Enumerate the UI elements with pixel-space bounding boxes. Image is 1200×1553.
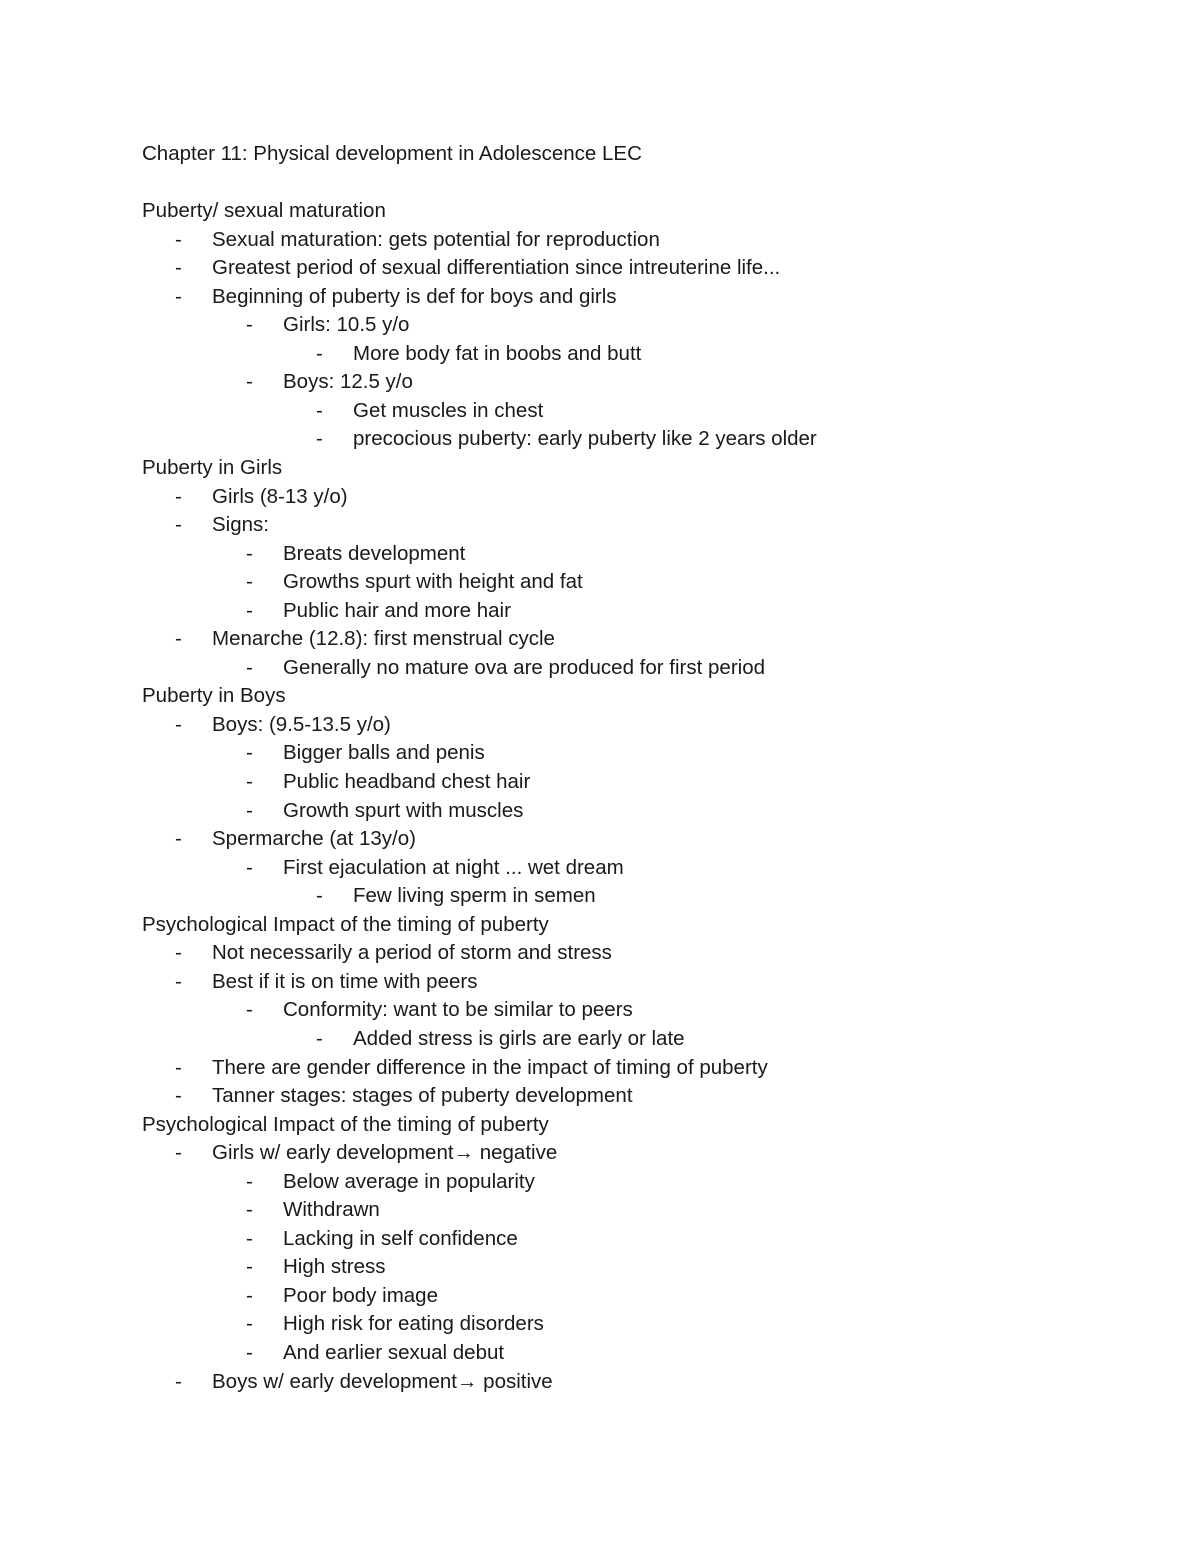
bullet-dash: - <box>175 256 182 280</box>
list-item <box>175 283 617 311</box>
list-item-text: Boys w/ early development→ positive <box>212 1369 553 1393</box>
list-item <box>316 397 544 425</box>
bullet-dash: - <box>175 1084 182 1108</box>
list-item-text: Below average in popularity <box>283 1169 535 1193</box>
list-item-text: Growth spurt with muscles <box>283 798 524 822</box>
list-item-text: Not necessarily a period of storm and stress <box>212 941 612 965</box>
list-item-text: Breats development <box>283 541 466 565</box>
bullet-dash: - <box>246 1169 253 1193</box>
list-item <box>316 882 596 910</box>
list-item-text: Public headband chest hair <box>283 770 531 793</box>
list-item <box>246 311 410 339</box>
bullet-dash: - <box>246 855 253 879</box>
list-item <box>246 1339 505 1367</box>
section-heading <box>142 1111 549 1139</box>
list-item <box>175 825 416 853</box>
list-item-text: There are gender difference in the impact of timing of puberty <box>212 1055 768 1079</box>
list-item-text: Boys: (9.5-13.5 y/o) <box>212 712 391 736</box>
list-item-text: Best if it is on time with peers <box>212 969 478 993</box>
bullet-dash: - <box>246 370 253 394</box>
list-item <box>246 768 531 796</box>
section-heading-text: Psychological Impact of the timing of puberty <box>142 1112 549 1136</box>
list-item <box>316 340 642 368</box>
section-heading-text: Puberty/ sexual maturation <box>142 199 386 222</box>
list-item <box>175 483 348 511</box>
list-item <box>175 1054 768 1082</box>
list-item <box>246 854 624 882</box>
list-item <box>246 739 485 767</box>
bullet-dash: - <box>175 227 182 251</box>
bullet-dash: - <box>175 941 182 965</box>
bullet-dash: - <box>246 1226 253 1250</box>
bullet-dash: - <box>175 627 182 651</box>
list-item-text: Withdrawn <box>283 1198 380 1222</box>
list-item-text: Growths spurt with height and fat <box>283 570 583 594</box>
bullet-dash: - <box>246 1255 253 1279</box>
list-item-text: Get muscles in chest <box>353 398 544 422</box>
bullet-dash: - <box>246 598 253 622</box>
list-item-text: Girls: 10.5 y/o <box>283 313 410 337</box>
bullet-dash: - <box>246 741 253 765</box>
section-heading <box>142 197 386 225</box>
list-item-text: Lacking in self confidence <box>283 1226 518 1250</box>
list-item-text: First ejaculation at night ... wet dream <box>283 855 624 879</box>
list-item <box>175 511 269 539</box>
bullet-dash: - <box>246 570 253 594</box>
list-item-text: Sexual maturation: gets potential for reproduction <box>212 227 660 251</box>
list-item <box>246 1310 544 1338</box>
bullet-dash: - <box>316 427 323 451</box>
bullet-dash: - <box>175 1141 182 1165</box>
list-item <box>246 1225 518 1253</box>
bullet-dash: - <box>175 969 182 993</box>
page-title: Chapter 11: Physical development in Adolescence LEC <box>142 142 642 165</box>
list-item <box>246 797 524 825</box>
list-item-text: Greatest period of sexual differentiation since intreuterine life... <box>212 256 781 280</box>
list-item <box>175 1368 553 1396</box>
list-item <box>246 568 583 596</box>
list-item <box>175 226 660 254</box>
bullet-dash: - <box>175 484 182 508</box>
bullet-dash: - <box>175 827 182 851</box>
bullet-dash: - <box>246 313 253 337</box>
bullet-dash: - <box>316 398 323 422</box>
bullet-dash: - <box>246 1283 253 1307</box>
bullet-dash: - <box>316 1026 323 1050</box>
section-heading <box>142 911 549 939</box>
list-item-text: More body fat in boobs and butt <box>353 341 642 365</box>
bullet-dash: - <box>175 284 182 308</box>
bullet-dash: - <box>175 1369 182 1393</box>
list-item-text: High stress <box>283 1255 386 1279</box>
list-item-text: Signs: <box>212 513 269 537</box>
bullet-dash: - <box>246 1312 253 1336</box>
section-heading-text: Puberty in Girls <box>142 455 283 479</box>
list-item <box>246 1168 535 1196</box>
bullet-dash: - <box>175 1055 182 1079</box>
list-item <box>246 996 633 1024</box>
list-item <box>246 597 511 625</box>
list-item-text: Poor body image <box>283 1283 438 1307</box>
bullet-dash: - <box>316 341 323 365</box>
bullet-dash: - <box>246 655 253 679</box>
list-item <box>175 254 781 282</box>
bullet-dash: - <box>246 1341 253 1364</box>
list-item-text: Public hair and more hair <box>283 598 511 622</box>
list-item-text: Bigger balls and penis <box>283 741 485 765</box>
list-item-text: Tanner stages: stages of puberty development <box>212 1084 633 1108</box>
list-item <box>316 1025 685 1053</box>
list-item-text: Conformity: want to be similar to peers <box>283 998 633 1022</box>
section-heading-text: Psychological Impact of the timing of puberty <box>142 912 549 936</box>
list-item-text: Beginning of puberty is def for boys and girls <box>212 284 617 308</box>
list-item-text: High risk for eating disorders <box>283 1312 544 1336</box>
list-item-text: Generally no mature ova are produced for first period <box>283 655 766 679</box>
list-item <box>246 654 766 682</box>
list-item <box>175 968 478 996</box>
list-item-text: precocious puberty: early puberty like 2 years older <box>353 427 817 451</box>
bullet-dash: - <box>246 1198 253 1222</box>
bullet-dash: - <box>246 770 253 793</box>
list-item-text: And earlier sexual debut <box>283 1341 505 1364</box>
bullet-dash: - <box>316 884 323 908</box>
list-item <box>246 1253 386 1281</box>
list-item <box>246 1196 380 1224</box>
section-heading-text: Puberty in Boys <box>142 684 286 708</box>
list-item-text: Spermarche (at 13y/o) <box>212 827 416 851</box>
list-item-text: Girls w/ early development→ negative <box>212 1141 558 1165</box>
bullet-dash: - <box>175 513 182 537</box>
bullet-dash: - <box>175 712 182 736</box>
list-item <box>316 425 817 453</box>
list-item <box>175 939 612 967</box>
list-item <box>175 1139 558 1167</box>
list-item-text: Few living sperm in semen <box>353 884 596 908</box>
list-item <box>175 1082 633 1110</box>
section-heading <box>142 682 286 710</box>
list-item <box>246 540 466 568</box>
bullet-dash: - <box>246 541 253 565</box>
bullet-dash: - <box>246 798 253 822</box>
list-item-text: Boys: 12.5 y/o <box>283 370 413 394</box>
list-item <box>175 625 555 653</box>
list-item-text: Girls (8-13 y/o) <box>212 484 348 508</box>
list-item <box>246 1282 438 1310</box>
list-item <box>246 368 413 396</box>
section-heading <box>142 454 282 482</box>
list-item-text: Menarche (12.8): first menstrual cycle <box>212 627 555 651</box>
list-item-text: Added stress is girls are early or late <box>353 1026 685 1050</box>
bullet-dash: - <box>246 998 253 1022</box>
list-item <box>175 711 391 739</box>
